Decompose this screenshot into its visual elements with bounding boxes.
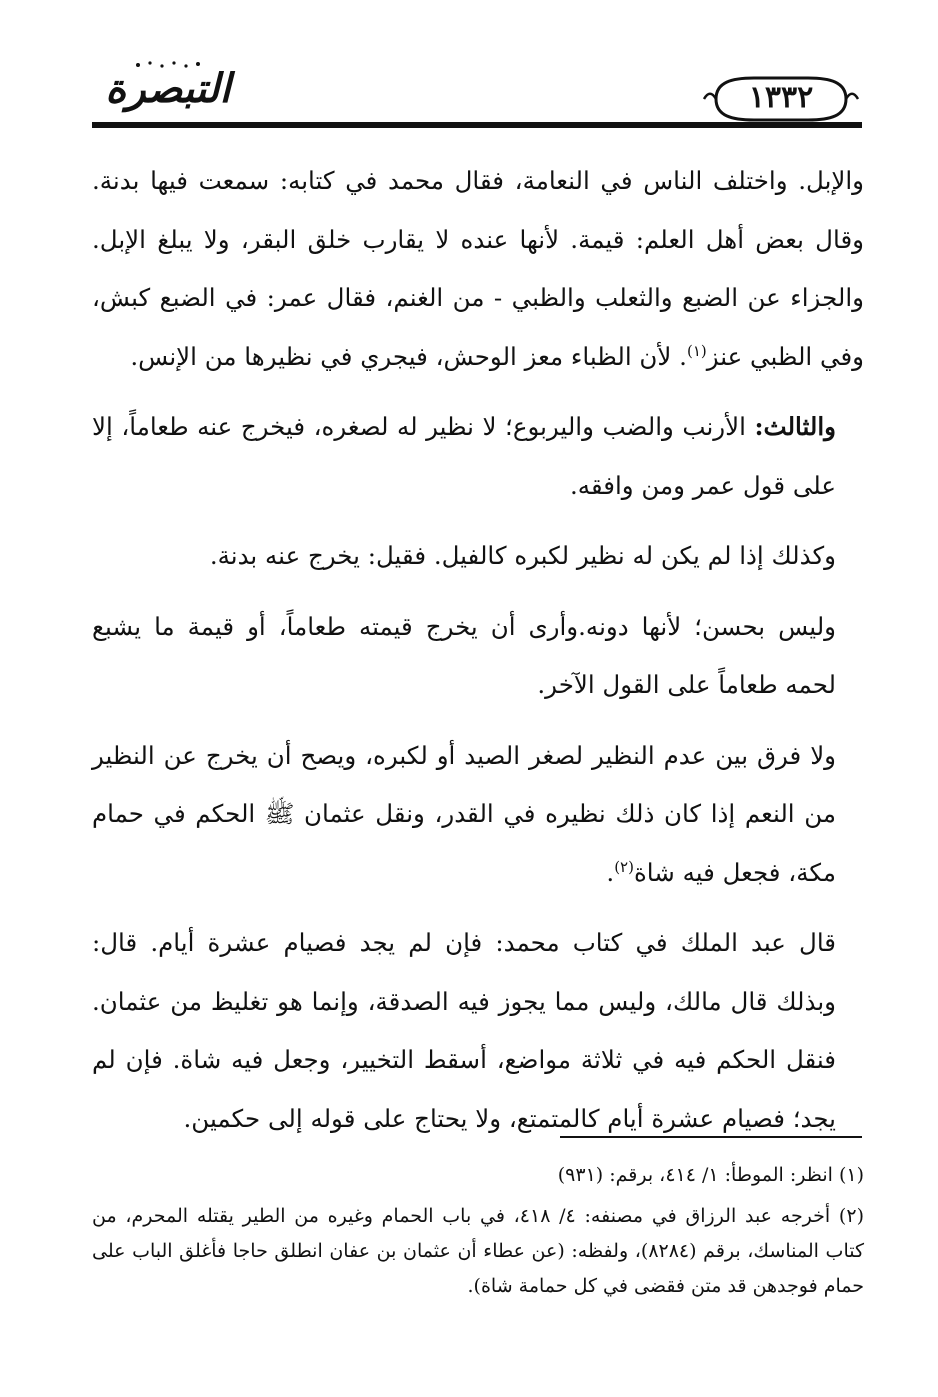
paragraph-text-after: . لأن الظباء معز الوحش، فيجري في نظيرها من الإنس. <box>130 341 687 371</box>
footnote-ref-1[interactable]: (١) <box>686 341 707 360</box>
footnote-ref-2[interactable]: (٢) <box>614 857 634 876</box>
footnote-2: (٢) أخرجه عبد الرزاق في مصنفه: ٤/ ٤١٨، في باب الحمام وغيره من الطير يقتله المحرم، من كتاب المناسك، برقم (٨٢٨٤)، ولفظه: (عن عطاء أن عثمان بن عفان انطلق حاجا فأغلق الباب على حمام فوجدهن قد متن فقضى في كل حمامة شاة). <box>92 1205 865 1297</box>
footnotes <box>92 1158 864 1310</box>
paragraph-text: والإبل. واختلف الناس في النعامة، فقال محمد في كتابه: سمعت فيها بدنة. وقال بعض أهل العلم: قيمة. لأنها عنده لا يقارب خلق البقر، ولا يبلغ الإبل. والجزاء عن الضبع والثعلب والظبي - من الغنم، فقال عمر: في الضبع كبش، وفي الظبي عنز <box>92 166 864 371</box>
footnote-separator <box>560 1136 862 1138</box>
footnote-1: (١) انظر: الموطأ: ١/ ٤١٤، برقم: (٩٣١) <box>557 1164 864 1186</box>
page-header <box>0 0 938 140</box>
paragraph-text: وليس بحسن؛ لأنها دونه.وأرى أن يخرج قيمته طعاماً، أو قيمة ما يشبع لحمه طعاماً على القول الآخر. <box>92 611 836 699</box>
paragraph-1 <box>92 152 864 386</box>
paragraph-lead: والثالث: <box>754 412 836 441</box>
book-title: التبصرة <box>105 65 231 112</box>
main-text <box>92 152 864 1160</box>
paragraph-text-after: . <box>606 857 615 887</box>
paragraph-6 <box>92 914 864 1148</box>
header-rule <box>92 122 862 128</box>
paragraph-text: قال عبد الملك في كتاب محمد: فإن لم يجد فصيام عشرة أيام. قال: وبذلك قال مالك، وليس مما يجوز فيه الصدقة، وإنما هو تغليظ من عثمان. فنقل الحكم فيه في ثلاثة مواضع، أسقط التخيير، وجعل فيه شاة. فإن لم يجد؛ فصيام عشرة أيام كالمتمتع، ولا يحتاج على قوله إلى حكمين. <box>92 928 836 1133</box>
paragraph-5 <box>92 727 864 903</box>
paragraph-4 <box>92 598 864 715</box>
paragraph-text: وكذلك إذا لم يكن له نظير لكبره كالفيل. فقيل: يخرج عنه بدنة. <box>209 541 836 570</box>
paragraph-text: ولا فرق بين عدم النظير لصغر الصيد أو لكبره، ويصح أن يخرج عن النظير من النعم إذا كان ذلك نظيره في القدر، ونقل عثمان ﷺ الحكم في حمام مكة، فجعل فيه شاة <box>92 740 836 887</box>
paragraph-3 <box>92 527 864 586</box>
paragraph-text: الأرنب والضب واليربوع؛ لا نظير له لصغره، فيخرج عنه طعاماً، إلا على قول عمر ومن وافقه. <box>92 412 836 500</box>
paragraph-2 <box>92 398 864 515</box>
page-number: ١٣٣٢ <box>748 80 814 115</box>
